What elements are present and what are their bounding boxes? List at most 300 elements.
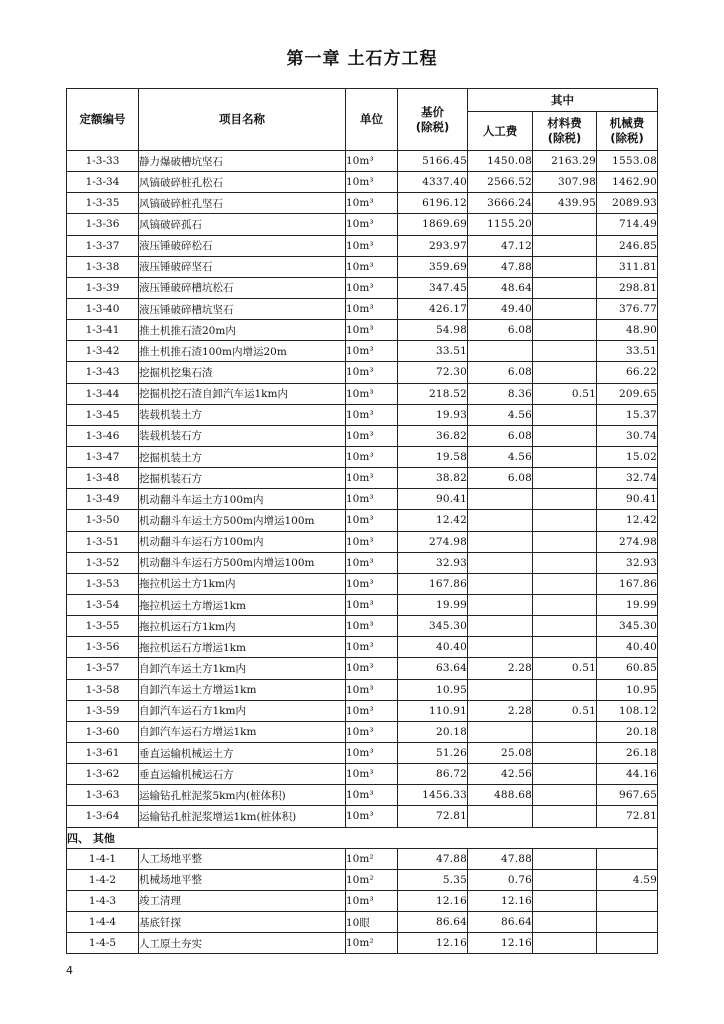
cell-labor: 0.76	[468, 869, 533, 890]
cell-code: 1-3-38	[67, 256, 139, 277]
cell-name: 风镐破碎桩孔坚石	[139, 193, 346, 214]
cell-labor	[468, 637, 533, 658]
cell-labor: 488.68	[468, 785, 533, 806]
cell-material	[533, 320, 597, 341]
table-row	[67, 510, 658, 531]
cell-unit: 10m³	[346, 700, 398, 721]
cell-machine: 48.90	[597, 320, 658, 341]
header-group: 其中	[468, 89, 658, 112]
cell-material	[533, 489, 597, 510]
cell-labor: 12.16	[468, 890, 533, 911]
cell-unit: 10m³	[346, 510, 398, 531]
cell-material	[533, 214, 597, 235]
header-machine: 机械费 (除税)	[597, 112, 658, 151]
cell-material	[533, 552, 597, 573]
table-header	[67, 89, 658, 151]
header-unit: 单位	[346, 89, 398, 151]
cell-labor: 2.28	[468, 658, 533, 679]
cell-name: 垂直运输机械运土方	[139, 742, 346, 763]
cell-labor	[468, 573, 533, 594]
cell-labor: 47.88	[468, 848, 533, 869]
section-row	[67, 827, 658, 848]
cell-name: 运输钻孔桩泥浆5km内(桩体积)	[139, 785, 346, 806]
cell-material: 0.51	[533, 383, 597, 404]
table-row	[67, 806, 658, 827]
cell-name: 拖拉机运土方1km内	[139, 573, 346, 594]
cell-labor: 42.56	[468, 764, 533, 785]
cell-machine: 714.49	[597, 214, 658, 235]
cell-machine: 2089.93	[597, 193, 658, 214]
table-row	[67, 764, 658, 785]
cell-machine: 26.18	[597, 742, 658, 763]
cell-unit: 10m³	[346, 785, 398, 806]
cell-material	[533, 912, 597, 933]
cell-name: 装载机装石方	[139, 425, 346, 446]
cell-base-price: 12.42	[398, 510, 468, 531]
cell-code: 1-3-41	[67, 320, 139, 341]
cell-code: 1-3-42	[67, 341, 139, 362]
cell-code: 1-3-39	[67, 277, 139, 298]
table-row	[67, 489, 658, 510]
cell-material	[533, 256, 597, 277]
table-row	[67, 235, 658, 256]
table-row	[67, 700, 658, 721]
table-row	[67, 721, 658, 742]
cell-unit: 10m³	[346, 721, 398, 742]
cell-code: 1-3-33	[67, 151, 139, 172]
cell-machine: 32.74	[597, 468, 658, 489]
cell-code: 1-3-36	[67, 214, 139, 235]
cell-code: 1-3-47	[67, 446, 139, 467]
cell-code: 1-3-34	[67, 172, 139, 193]
cell-unit: 10m²	[346, 869, 398, 890]
cell-material	[533, 806, 597, 827]
cell-material	[533, 468, 597, 489]
cell-name: 挖掘机装土方	[139, 446, 346, 467]
cell-code: 1-3-40	[67, 298, 139, 319]
table-row	[67, 869, 658, 890]
table-row	[67, 320, 658, 341]
cell-labor	[468, 806, 533, 827]
cell-code: 1-4-1	[67, 848, 139, 869]
cell-base-price: 36.82	[398, 425, 468, 446]
cell-name: 装载机装土方	[139, 404, 346, 425]
cell-name: 挖掘机装石方	[139, 468, 346, 489]
cell-machine: 376.77	[597, 298, 658, 319]
cell-unit: 10m³	[346, 320, 398, 341]
header-name: 项目名称	[139, 89, 346, 151]
cell-name: 机动翻斗车运石方500m内增运100m	[139, 552, 346, 573]
cell-base-price: 1869.69	[398, 214, 468, 235]
cell-code: 1-3-45	[67, 404, 139, 425]
cell-labor: 48.64	[468, 277, 533, 298]
cell-code: 1-3-37	[67, 235, 139, 256]
cell-base-price: 90.41	[398, 489, 468, 510]
table-row	[67, 616, 658, 637]
cell-unit: 10m³	[346, 806, 398, 827]
cell-unit: 10m³	[346, 489, 398, 510]
cell-base-price: 86.64	[398, 912, 468, 933]
cell-labor	[468, 341, 533, 362]
cell-code: 1-3-44	[67, 383, 139, 404]
cell-code: 1-3-52	[67, 552, 139, 573]
table-row	[67, 256, 658, 277]
table-row	[67, 912, 658, 933]
cell-unit: 10m³	[346, 425, 398, 446]
cell-base-price: 72.81	[398, 806, 468, 827]
cell-unit: 10m³	[346, 658, 398, 679]
cell-base-price: 359.69	[398, 256, 468, 277]
table-row	[67, 637, 658, 658]
cell-unit: 10m³	[346, 468, 398, 489]
cell-material	[533, 404, 597, 425]
cell-code: 1-3-61	[67, 742, 139, 763]
cell-base-price: 19.93	[398, 404, 468, 425]
table-row	[67, 468, 658, 489]
cell-material: 0.51	[533, 700, 597, 721]
page-title: 第一章 土石方工程	[286, 49, 438, 69]
cell-labor: 2.28	[468, 700, 533, 721]
header-code: 定额编号	[67, 89, 139, 151]
cell-material: 2163.29	[533, 151, 597, 172]
cell-name: 液压锤破碎槽坑松石	[139, 277, 346, 298]
cell-machine	[597, 848, 658, 869]
cell-unit: 10眼	[346, 912, 398, 933]
cell-material: 307.98	[533, 172, 597, 193]
cell-base-price: 19.99	[398, 594, 468, 615]
cell-labor: 3666.24	[468, 193, 533, 214]
cell-unit: 10m³	[346, 764, 398, 785]
cell-base-price: 347.45	[398, 277, 468, 298]
cell-unit: 10m³	[346, 552, 398, 573]
cell-code: 1-3-51	[67, 531, 139, 552]
cell-unit: 10m³	[346, 679, 398, 700]
cell-unit: 10m³	[346, 151, 398, 172]
cell-name: 推土机推石渣100m内增运20m	[139, 341, 346, 362]
cell-code: 1-3-60	[67, 721, 139, 742]
cell-machine: 209.65	[597, 383, 658, 404]
table-body	[67, 151, 658, 954]
cell-code: 1-3-57	[67, 658, 139, 679]
header-labor: 人工费	[468, 112, 533, 151]
table-row	[67, 214, 658, 235]
cell-name: 液压锤破碎槽坑坚石	[139, 298, 346, 319]
cell-name: 推土机推石渣20m内	[139, 320, 346, 341]
cell-unit: 10m³	[346, 616, 398, 637]
cell-machine: 167.86	[597, 573, 658, 594]
cell-code: 1-3-46	[67, 425, 139, 446]
cell-machine: 274.98	[597, 531, 658, 552]
cell-labor: 47.88	[468, 256, 533, 277]
cell-code: 1-4-5	[67, 933, 139, 954]
cell-material: 439.95	[533, 193, 597, 214]
cell-material	[533, 277, 597, 298]
cell-material	[533, 637, 597, 658]
cell-base-price: 40.40	[398, 637, 468, 658]
cell-base-price: 293.97	[398, 235, 468, 256]
cell-base-price: 63.64	[398, 658, 468, 679]
cell-material	[533, 235, 597, 256]
cell-unit: 10m³	[346, 383, 398, 404]
cell-machine: 44.16	[597, 764, 658, 785]
cell-material	[533, 785, 597, 806]
cell-code: 1-3-55	[67, 616, 139, 637]
cell-labor: 12.16	[468, 933, 533, 954]
cell-name: 人工原土夯实	[139, 933, 346, 954]
cell-code: 1-3-48	[67, 468, 139, 489]
cell-unit: 10m³	[346, 193, 398, 214]
cell-labor: 4.56	[468, 446, 533, 467]
cell-machine: 246.85	[597, 235, 658, 256]
cell-material	[533, 848, 597, 869]
cell-material	[533, 721, 597, 742]
cell-material	[533, 531, 597, 552]
table-row	[67, 362, 658, 383]
table-row	[67, 848, 658, 869]
cell-base-price: 38.82	[398, 468, 468, 489]
cell-machine: 10.95	[597, 679, 658, 700]
cell-unit: 10m³	[346, 742, 398, 763]
cell-machine: 108.12	[597, 700, 658, 721]
cell-labor: 1155.20	[468, 214, 533, 235]
cell-machine: 15.02	[597, 446, 658, 467]
table-row	[67, 658, 658, 679]
cell-machine: 40.40	[597, 637, 658, 658]
cell-code: 1-3-62	[67, 764, 139, 785]
cell-labor	[468, 679, 533, 700]
cell-unit: 10m³	[346, 890, 398, 911]
cell-code: 1-3-64	[67, 806, 139, 827]
cell-machine: 30.74	[597, 425, 658, 446]
cell-code: 1-3-56	[67, 637, 139, 658]
cell-machine: 1462.90	[597, 172, 658, 193]
cell-labor: 25.08	[468, 742, 533, 763]
cell-machine	[597, 890, 658, 911]
cell-machine: 345.30	[597, 616, 658, 637]
cell-base-price: 20.18	[398, 721, 468, 742]
table-row	[67, 277, 658, 298]
cell-material	[533, 446, 597, 467]
page-number: 4	[66, 964, 73, 977]
table-row	[67, 552, 658, 573]
table-row	[67, 341, 658, 362]
cell-labor: 49.40	[468, 298, 533, 319]
cell-material	[533, 890, 597, 911]
cell-name: 风镐破碎桩孔松石	[139, 172, 346, 193]
cell-name: 挖掘机挖集石渣	[139, 362, 346, 383]
cell-unit: 10m³	[346, 362, 398, 383]
cell-base-price: 51.26	[398, 742, 468, 763]
cell-base-price: 32.93	[398, 552, 468, 573]
cell-labor: 1450.08	[468, 151, 533, 172]
cell-material	[533, 425, 597, 446]
cell-name: 静力爆破槽坑坚石	[139, 151, 346, 172]
cell-labor	[468, 552, 533, 573]
cell-labor: 86.64	[468, 912, 533, 933]
cell-name: 自卸汽车运石方1km内	[139, 700, 346, 721]
cell-base-price: 167.86	[398, 573, 468, 594]
cell-machine: 90.41	[597, 489, 658, 510]
cell-machine: 19.99	[597, 594, 658, 615]
cell-labor	[468, 510, 533, 531]
cell-code: 1-3-63	[67, 785, 139, 806]
cell-unit: 10m³	[346, 341, 398, 362]
cell-labor	[468, 594, 533, 615]
cell-name: 机动翻斗车运石方100m内	[139, 531, 346, 552]
cell-base-price: 345.30	[398, 616, 468, 637]
header-material: 材料费 (除税)	[533, 112, 597, 151]
cell-base-price: 19.58	[398, 446, 468, 467]
table-row	[67, 573, 658, 594]
cell-material	[533, 616, 597, 637]
cell-material	[533, 933, 597, 954]
table-row	[67, 531, 658, 552]
cell-machine	[597, 933, 658, 954]
table-row	[67, 933, 658, 954]
cell-material	[533, 362, 597, 383]
cell-name: 拖拉机运土方增运1km	[139, 594, 346, 615]
table-row	[67, 193, 658, 214]
cell-code: 1-4-3	[67, 890, 139, 911]
cell-labor: 6.08	[468, 425, 533, 446]
cell-name: 机动翻斗车运土方100m内	[139, 489, 346, 510]
cell-labor: 6.08	[468, 320, 533, 341]
cell-base-price: 12.16	[398, 933, 468, 954]
cell-labor: 8.36	[468, 383, 533, 404]
section-title: 四、 其他	[67, 827, 658, 848]
table-row	[67, 890, 658, 911]
cell-labor: 6.08	[468, 362, 533, 383]
table-row	[67, 425, 658, 446]
cell-machine: 311.81	[597, 256, 658, 277]
cell-labor	[468, 489, 533, 510]
cell-labor: 47.12	[468, 235, 533, 256]
cell-labor	[468, 616, 533, 637]
cell-unit: 10m³	[346, 531, 398, 552]
cell-unit: 10m³	[346, 256, 398, 277]
table-row	[67, 298, 658, 319]
cell-name: 基底钎探	[139, 912, 346, 933]
cell-base-price: 10.95	[398, 679, 468, 700]
cell-base-price: 1456.33	[398, 785, 468, 806]
cell-name: 挖掘机挖石渣自卸汽车运1km内	[139, 383, 346, 404]
cell-base-price: 6196.12	[398, 193, 468, 214]
cell-name: 自卸汽车运土方1km内	[139, 658, 346, 679]
cell-machine: 12.42	[597, 510, 658, 531]
cell-labor: 2566.52	[468, 172, 533, 193]
table-row	[67, 785, 658, 806]
table-row	[67, 679, 658, 700]
cell-unit: 10m²	[346, 933, 398, 954]
cell-machine: 1553.08	[597, 151, 658, 172]
cell-name: 液压锤破碎坚石	[139, 256, 346, 277]
cell-code: 1-3-59	[67, 700, 139, 721]
cell-code: 1-3-58	[67, 679, 139, 700]
table-row	[67, 446, 658, 467]
cell-machine: 32.93	[597, 552, 658, 573]
cell-base-price: 72.30	[398, 362, 468, 383]
cell-unit: 10m³	[346, 637, 398, 658]
cell-code: 1-4-4	[67, 912, 139, 933]
cell-code: 1-3-43	[67, 362, 139, 383]
cell-unit: 10m³	[346, 573, 398, 594]
cell-base-price: 218.52	[398, 383, 468, 404]
cell-name: 竣工清理	[139, 890, 346, 911]
cell-base-price: 4337.40	[398, 172, 468, 193]
table-row	[67, 594, 658, 615]
cell-name: 自卸汽车运土方增运1km	[139, 679, 346, 700]
cell-name: 机械场地平整	[139, 869, 346, 890]
cell-material	[533, 679, 597, 700]
cell-labor	[468, 721, 533, 742]
cell-machine: 33.51	[597, 341, 658, 362]
cell-code: 1-4-2	[67, 869, 139, 890]
cell-code: 1-3-35	[67, 193, 139, 214]
table-row	[67, 151, 658, 172]
cell-unit: 10m³	[346, 298, 398, 319]
cell-name: 拖拉机运石方1km内	[139, 616, 346, 637]
cell-name: 运输钻孔桩泥浆增运1km(桩体积)	[139, 806, 346, 827]
cell-unit: 10m³	[346, 277, 398, 298]
cell-base-price: 426.17	[398, 298, 468, 319]
cell-name: 风镐破碎孤石	[139, 214, 346, 235]
cell-machine: 72.81	[597, 806, 658, 827]
cell-unit: 10m³	[346, 404, 398, 425]
quota-table	[66, 88, 658, 954]
cell-machine: 20.18	[597, 721, 658, 742]
cell-material	[533, 594, 597, 615]
cell-base-price: 33.51	[398, 341, 468, 362]
cell-base-price: 54.98	[398, 320, 468, 341]
cell-machine: 15.37	[597, 404, 658, 425]
table-row	[67, 404, 658, 425]
cell-labor: 6.08	[468, 468, 533, 489]
cell-material	[533, 764, 597, 785]
cell-machine: 66.22	[597, 362, 658, 383]
cell-base-price: 86.72	[398, 764, 468, 785]
cell-material	[533, 341, 597, 362]
cell-base-price: 5166.45	[398, 151, 468, 172]
cell-material: 0.51	[533, 658, 597, 679]
cell-unit: 10m³	[346, 235, 398, 256]
cell-unit: 10m³	[346, 594, 398, 615]
cell-base-price: 5.35	[398, 869, 468, 890]
cell-material	[533, 573, 597, 594]
header-base-price: 基价 (除税)	[398, 89, 468, 151]
cell-machine: 4.59	[597, 869, 658, 890]
cell-labor: 4.56	[468, 404, 533, 425]
cell-name: 拖拉机运石方增运1km	[139, 637, 346, 658]
cell-code: 1-3-54	[67, 594, 139, 615]
cell-base-price: 47.88	[398, 848, 468, 869]
cell-code: 1-3-49	[67, 489, 139, 510]
cell-name: 垂直运输机械运石方	[139, 764, 346, 785]
cell-base-price: 12.16	[398, 890, 468, 911]
table-row	[67, 742, 658, 763]
cell-unit: 10m³	[346, 446, 398, 467]
cell-unit: 10m³	[346, 172, 398, 193]
cell-unit: 10m²	[346, 848, 398, 869]
cell-name: 液压锤破碎松石	[139, 235, 346, 256]
cell-labor	[468, 531, 533, 552]
cell-material	[533, 742, 597, 763]
cell-name: 人工场地平整	[139, 848, 346, 869]
cell-unit: 10m³	[346, 214, 398, 235]
table-row	[67, 172, 658, 193]
cell-code: 1-3-53	[67, 573, 139, 594]
cell-material	[533, 510, 597, 531]
cell-code: 1-3-50	[67, 510, 139, 531]
